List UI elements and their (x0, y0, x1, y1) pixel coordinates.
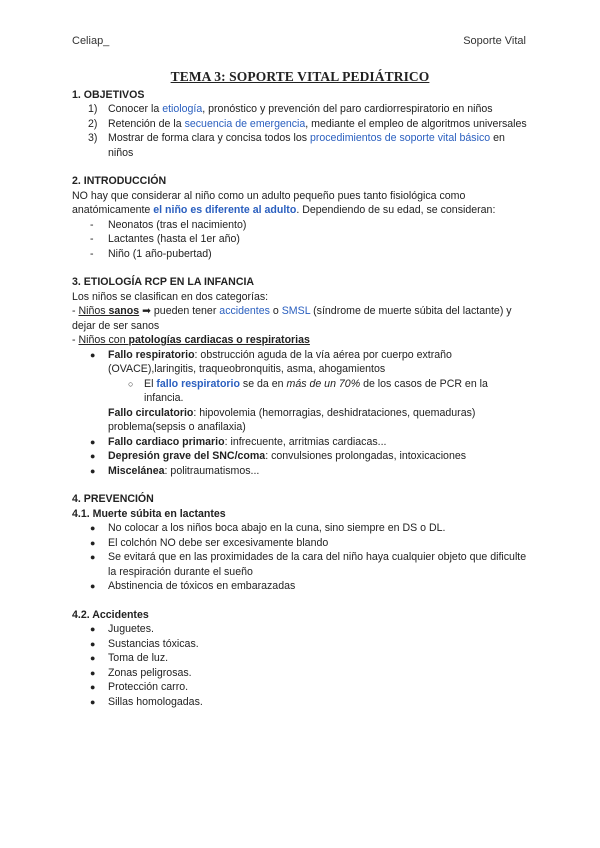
bullet-icon: ● (90, 537, 96, 548)
text: - (72, 334, 79, 346)
bullet-icon: ● (90, 638, 96, 649)
label (78, 334, 309, 346)
text-bold: Miscelánea (108, 464, 165, 477)
highlight: accidentes (219, 305, 270, 317)
text: Mostrar de forma clara y concisa todos los (108, 132, 310, 144)
text: : hipovolemia (hemorragias, deshidrataciones, quemaduras) problema(sepsis o anafilaxia) (108, 406, 476, 433)
highlight: secuencia de emergencia (184, 117, 306, 130)
objective-item (72, 117, 528, 132)
bullet-item (72, 550, 528, 579)
text: , mediante el empleo de algoritmos universales (305, 117, 527, 130)
list-item (72, 218, 528, 233)
highlight: el niño es diferente al adulto (153, 204, 297, 216)
text: Sillas homologadas. (108, 695, 203, 708)
bullet-icon: ● (90, 696, 96, 707)
text: o (269, 305, 282, 317)
bullet-icon: ● (90, 465, 96, 476)
text: Lactantes (hasta el 1er año) (108, 233, 240, 245)
text-bold: Depresión grave del SNC/coma (108, 450, 266, 462)
text: de los casos de PCR en la infancia. (144, 377, 488, 404)
list-number: 1) (88, 103, 98, 115)
text-bold: Fallo circulatorio (108, 406, 194, 419)
text: : infrecuente, arritmias cardiacas... (224, 435, 387, 448)
text: : convulsiones prolongadas, intoxicaciones (265, 450, 467, 462)
objective-item (72, 131, 528, 160)
objective-item (72, 102, 528, 117)
text: , pronóstico y prevención del paro cardiorrespiratorio en niños (202, 103, 493, 115)
bullet-item (72, 666, 528, 681)
bullet-icon: ● (90, 451, 96, 461)
section-heading-introduccion: 2. INTRODUCCIÓN (72, 175, 167, 187)
text: : politraumatismos... (164, 464, 260, 477)
text: Protección carro. (108, 681, 189, 693)
bullet-item (72, 695, 528, 710)
bullet-item (72, 622, 528, 637)
bullet-icon: ● (90, 436, 96, 447)
ninos-patologias (72, 333, 528, 348)
text: Niños con (78, 334, 129, 346)
circle-bullet-icon: ○ (128, 378, 134, 389)
bullet-item (72, 680, 528, 695)
text: Abstinencia de tóxicos en embarazadas (108, 580, 296, 592)
text-bold: Fallo cardiaco primario (108, 435, 225, 448)
bullet-icon: ● (90, 552, 96, 562)
text: Se evitará que en las proximidades de la cara del niño haya cualquier objeto que dificulte la respiración durante el sueño (108, 551, 527, 578)
bullet-icon: ● (90, 624, 96, 634)
text: - (72, 305, 79, 317)
text: en niños (108, 132, 505, 159)
bullet-icon: ● (90, 349, 96, 360)
intro-paragraph (72, 189, 528, 218)
dash-marker: - (90, 218, 94, 231)
bullet-item (72, 348, 528, 377)
list-number: 2) (88, 117, 98, 130)
highlight: etiología (162, 103, 203, 115)
bullet-item (72, 651, 528, 666)
arrow-icon: ➡ (139, 305, 154, 317)
text: Neonatos (tras el nacimiento) (108, 218, 247, 231)
bullet-icon: ● (90, 682, 96, 692)
section-heading-prevencion: 4. PREVENCIÓN (72, 493, 154, 505)
text: Niño (1 año-pubertad) (108, 247, 212, 260)
text: Niños (78, 305, 109, 317)
bullet-item (72, 521, 528, 536)
text: Juguetes. (108, 623, 154, 635)
bullet-item (72, 536, 528, 551)
ninos-sanos (72, 304, 528, 333)
text: pueden tener (153, 305, 220, 317)
text: Conocer la (108, 103, 163, 115)
text: se da en (239, 377, 287, 390)
bullet-icon: ● (90, 523, 96, 533)
bullet-item (72, 435, 528, 450)
list-item (72, 247, 528, 262)
subsection-heading: 4.2. Accidentes (72, 608, 149, 621)
bullet-item (72, 449, 528, 464)
text: Toma de luz. (108, 652, 169, 664)
fallo-circulatorio (72, 406, 528, 435)
text: . Dependiendo de su edad, se consideran: (296, 204, 496, 216)
bullet-icon: ● (90, 667, 96, 678)
highlight: procedimientos de soporte vital básico (309, 132, 491, 144)
text: El colchón NO debe ser excesivamente blando (108, 536, 329, 549)
bullet-icon: ● (90, 581, 96, 591)
text: Sustancias tóxicas. (108, 637, 199, 650)
header-left: Celiap_ (72, 35, 110, 47)
text: Retención de la (108, 117, 185, 130)
text: Zonas peligrosas. (108, 666, 192, 679)
text-italic: más de un 70% (286, 377, 361, 390)
sub-bullet-item (72, 377, 528, 406)
dash-marker: - (90, 247, 94, 260)
bullet-item (72, 579, 528, 594)
header-right: Soporte Vital (463, 35, 526, 47)
text-bold: sanos (108, 305, 140, 317)
etiologia-intro: Los niños se clasifican en dos categorías: (72, 290, 269, 303)
dash-marker: - (90, 233, 94, 245)
bullet-item (72, 464, 528, 479)
bullet-item (72, 637, 528, 652)
bullet-icon: ● (90, 653, 96, 663)
text-bold: patologías cardiacas o respiratorias (128, 334, 310, 346)
text-bold: Fallo respiratorio (108, 348, 195, 361)
section-heading-etiologia: 3. ETIOLOGÍA RCP EN LA INFANCIA (72, 276, 255, 288)
highlight: fallo respiratorio (156, 377, 240, 390)
text: El (144, 377, 157, 390)
section-heading-objetivos: 1. OBJETIVOS (72, 88, 145, 101)
text: (síndrome de muerte súbita del lactante) y dejar de ser sanos (72, 305, 512, 332)
highlight: SMSL (281, 305, 311, 317)
text: No colocar a los niños boca abajo en la cuna, sino siempre en DS o DL. (108, 522, 446, 534)
list-item (72, 232, 528, 247)
text: NO hay que considerar al niño como un adulto pequeño pues tanto fisiológica como anatómicamente (72, 189, 466, 216)
document-body (72, 70, 528, 709)
page-title: TEMA 3: SOPORTE VITAL PEDIÁTRICO (170, 69, 430, 84)
list-number: 3) (88, 132, 98, 144)
label (78, 305, 139, 317)
text: : obstrucción aguda de la vía aérea por cuerpo extraño (OVACE),laringitis, traqueobronquitis, asma, ahogamientos (108, 348, 452, 375)
subsection-heading: 4.1. Muerte súbita en lactantes (72, 507, 226, 520)
